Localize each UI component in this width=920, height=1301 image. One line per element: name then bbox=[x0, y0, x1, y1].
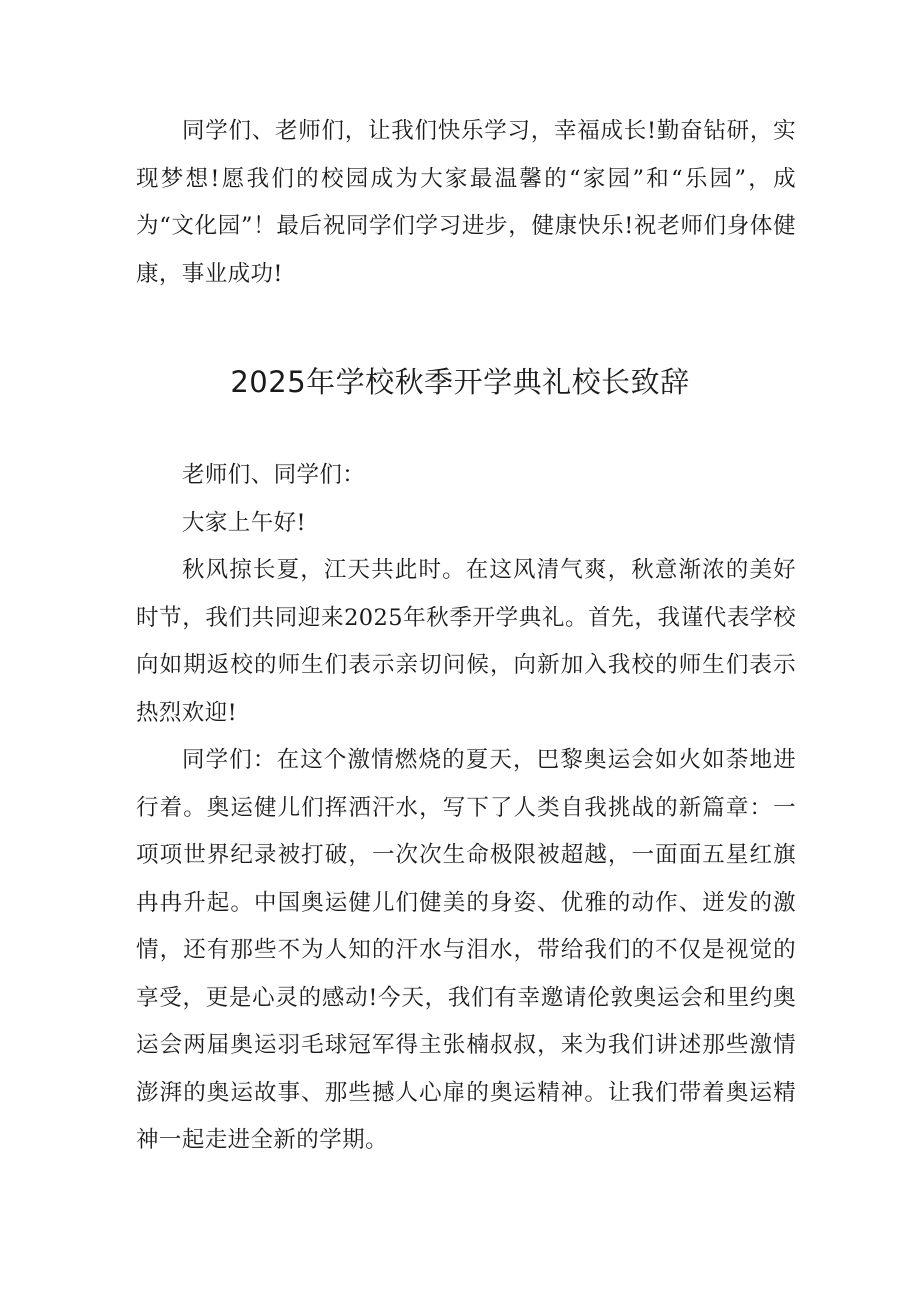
body-paragraph: 同学们：在这个激情燃烧的夏天，巴黎奥运会如火如荼地进行着。奥运健儿们挥洒汗水，写下了人类自我挑战的新篇章：一项项世界纪录被打破，一次次生命极限被超越，一面面五星红旗冉冉升起。中国奥运健儿们健美的身姿、优雅的动作、迸发的激情，还有那些不为人知的汗水与泪水，带给我们的不仅是视觉的享受，更是心灵的感动!今天，我们有幸邀请伦敦奥运会和里约奥运会两届奥运羽毛球冠军得主张楠叔叔，来为我们讲述那些激情澎湃的奥运故事、那些撼人心扉的奥运精神。让我们带着奥运精神一起走进全新的学期。 bbox=[136, 747, 796, 1153]
intro-paragraph: 同学们、老师们，让我们快乐学习，幸福成长!勤奋钻研，实现梦想!愿我们的校园成为大家最温馨的“家园”和“乐园”，成为“文化园”！最后祝同学们学习进步，健康快乐!祝老师们身体健康，事业成功! bbox=[136, 118, 796, 287]
speech-body bbox=[136, 452, 796, 1165]
intro-section bbox=[136, 108, 796, 298]
body-paragraph: 秋风掠长夏，江天共此时。在这风清气爽，秋意渐浓的美好时节，我们共同迎来2025年秋季开学典礼。首先，我谨代表学校向如期返校的师生们表示亲切问候，向新加入我校的师生们表示热烈欢迎! bbox=[136, 557, 796, 726]
greeting: 大家上午好! bbox=[182, 509, 306, 536]
document-title: 2025年学校秋季开学典礼校长致辞 bbox=[230, 365, 690, 399]
salutation: 老师们、同学们： bbox=[182, 462, 366, 488]
